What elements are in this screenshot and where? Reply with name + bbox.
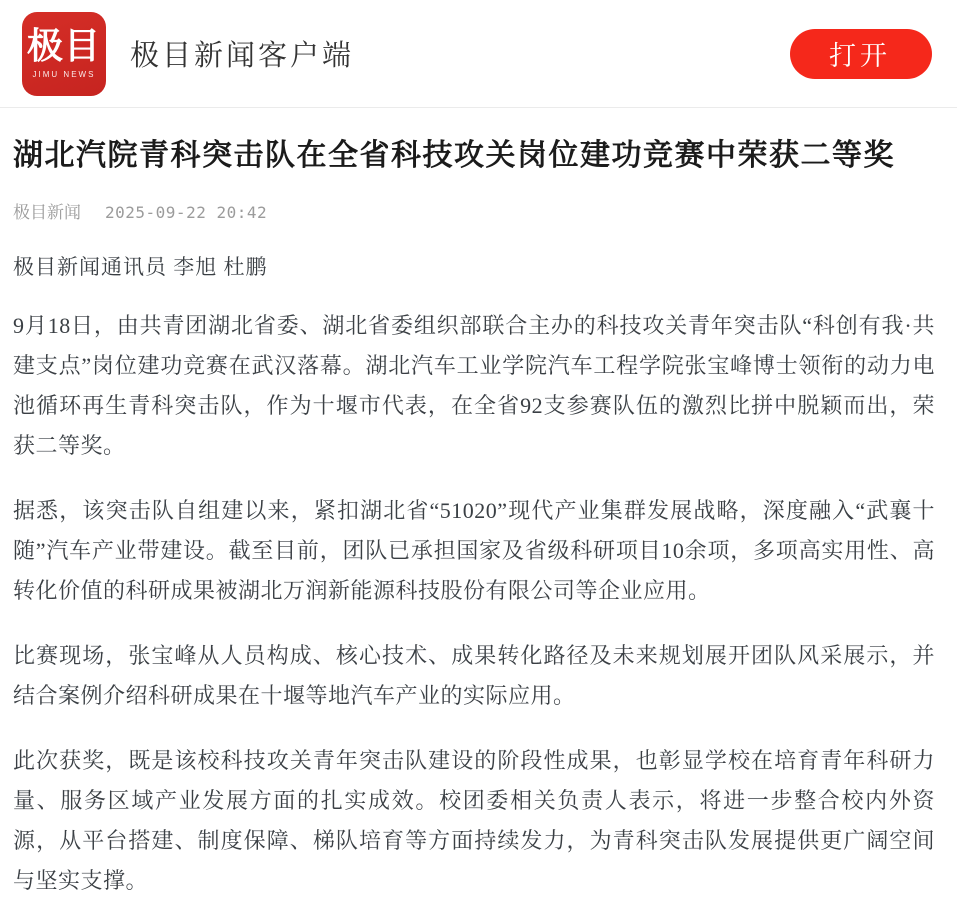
article-source: 极目新闻 (13, 203, 81, 222)
article-paragraph: 此次获奖，既是该校科技攻关青年突击队建设的阶段性成果，也彰显学校在培育青年科研力量、服务区域产业发展方面的扎实成效。校团委相关负责人表示，将进一步整合校内外资源，从平台搭建、制度保障、梯队培育等方面持续发力，为青科突击队发展提供更广阔空间与坚实支撑。 (13, 748, 935, 893)
jimu-news-logo (22, 12, 106, 96)
article-title: 湖北汽院青科突击队在全省科技攻关岗位建功竞赛中荣获二等奖 (13, 139, 895, 172)
article-meta (13, 198, 935, 223)
open-app-button[interactable]: 打开 (790, 29, 932, 79)
article-author-line: 极目新闻通讯员 李旭 杜鹏 (13, 255, 268, 279)
logo-en-text: JIMU NEWS (32, 70, 96, 79)
app-banner (0, 0, 957, 108)
article-timestamp: 2025-09-22 20:42 (105, 203, 268, 222)
article-paragraph: 比赛现场，张宝峰从人员构成、核心技术、成果转化路径及未来规划展开团队风采展示，并结合案例介绍科研成果在十堰等地汽车产业的实际应用。 (13, 643, 935, 708)
app-title: 极目新闻客户端 (130, 40, 355, 72)
logo-cn-text: 极目 (26, 26, 101, 66)
article-body (0, 136, 957, 901)
article-paragraph: 据悉，该突击队自组建以来，紧扣湖北省“51020”现代产业集群发展战略，深度融入“武襄十随”汽车产业带建设。截至目前，团队已承担国家及省级科研项目10余项，多项高实用性、高转化价值的科研成果被湖北万润新能源科技股份有限公司等企业应用。 (13, 498, 935, 603)
article-paragraph: 9月18日，由共青团湖北省委、湖北省委组织部联合主办的科技攻关青年突击队“科创有我·共建支点”岗位建功竞赛在武汉落幕。湖北汽车工业学院汽车工程学院张宝峰博士领衔的动力电池循环再生青科突击队，作为十堰市代表，在全省92支参赛队伍的激烈比拼中脱颖而出，荣获二等奖。 (13, 313, 935, 458)
